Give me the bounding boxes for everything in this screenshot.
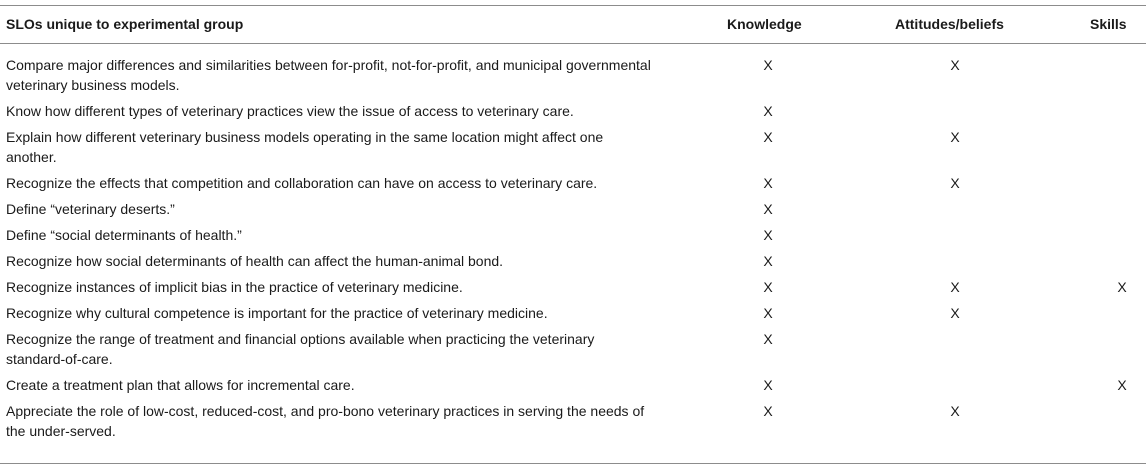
knowledge-mark: X xyxy=(763,305,773,321)
skills-mark: X xyxy=(1117,377,1127,393)
table-row xyxy=(0,225,1146,245)
table-row xyxy=(0,329,1146,369)
header-slo: SLOs unique to experimental group xyxy=(6,16,244,32)
attitudes-mark: X xyxy=(950,305,960,321)
table-row xyxy=(0,375,1146,395)
attitudes-mark: X xyxy=(950,175,960,191)
knowledge-mark: X xyxy=(763,403,773,419)
attitudes-mark: X xyxy=(950,57,960,73)
header-knowledge: Knowledge xyxy=(727,16,802,32)
table-row xyxy=(0,277,1146,297)
slo-text: Define “social determinants of health.” xyxy=(6,227,242,243)
attitudes-mark: X xyxy=(950,279,960,295)
knowledge-mark: X xyxy=(763,175,773,191)
slo-text: Explain how different veterinary business models operating in the same location might affect one another. xyxy=(6,129,604,165)
table-row xyxy=(0,199,1146,219)
slo-text: Recognize instances of implicit bias in the practice of veterinary medicine. xyxy=(6,279,463,295)
table-header-rule xyxy=(0,43,1146,44)
knowledge-mark: X xyxy=(763,331,773,347)
table-row xyxy=(0,251,1146,271)
table-row xyxy=(0,101,1146,121)
slo-text: Recognize the effects that competition and collaboration can have on access to veterinary care. xyxy=(6,175,598,191)
knowledge-mark: X xyxy=(763,129,773,145)
knowledge-mark: X xyxy=(763,103,773,119)
header-attitudes: Attitudes/beliefs xyxy=(895,16,1004,32)
table-row xyxy=(0,401,1146,441)
table-bottom-rule xyxy=(0,463,1146,464)
table-row xyxy=(0,55,1146,95)
table-row xyxy=(0,127,1146,167)
knowledge-mark: X xyxy=(763,377,773,393)
slo-text: Compare major differences and similarities between for-profit, not-for-profit, and municipal governmental veterinary business models. xyxy=(6,57,651,93)
attitudes-mark: X xyxy=(950,403,960,419)
header-skills: Skills xyxy=(1090,16,1127,32)
slo-text: Know how different types of veterinary practices view the issue of access to veterinary care. xyxy=(6,103,574,119)
table-body xyxy=(0,55,1146,447)
knowledge-mark: X xyxy=(763,227,773,243)
skills-mark: X xyxy=(1117,279,1127,295)
slo-text: Recognize the range of treatment and financial options available when practicing the veterinary standard-of-care. xyxy=(6,331,595,367)
slo-text: Appreciate the role of low-cost, reduced-cost, and pro-bono veterinary practices in serving the needs of the under-served. xyxy=(6,403,645,439)
slo-text: Create a treatment plan that allows for incremental care. xyxy=(6,377,355,393)
table-row xyxy=(0,173,1146,193)
table-header xyxy=(0,6,1146,43)
table-row xyxy=(0,303,1146,323)
knowledge-mark: X xyxy=(763,201,773,217)
attitudes-mark: X xyxy=(950,129,960,145)
slo-text: Recognize how social determinants of health can affect the human-animal bond. xyxy=(6,253,504,269)
slo-text: Define “veterinary deserts.” xyxy=(6,201,175,217)
knowledge-mark: X xyxy=(763,279,773,295)
knowledge-mark: X xyxy=(763,57,773,73)
knowledge-mark: X xyxy=(763,253,773,269)
slo-text: Recognize why cultural competence is important for the practice of veterinary medicine. xyxy=(6,305,548,321)
